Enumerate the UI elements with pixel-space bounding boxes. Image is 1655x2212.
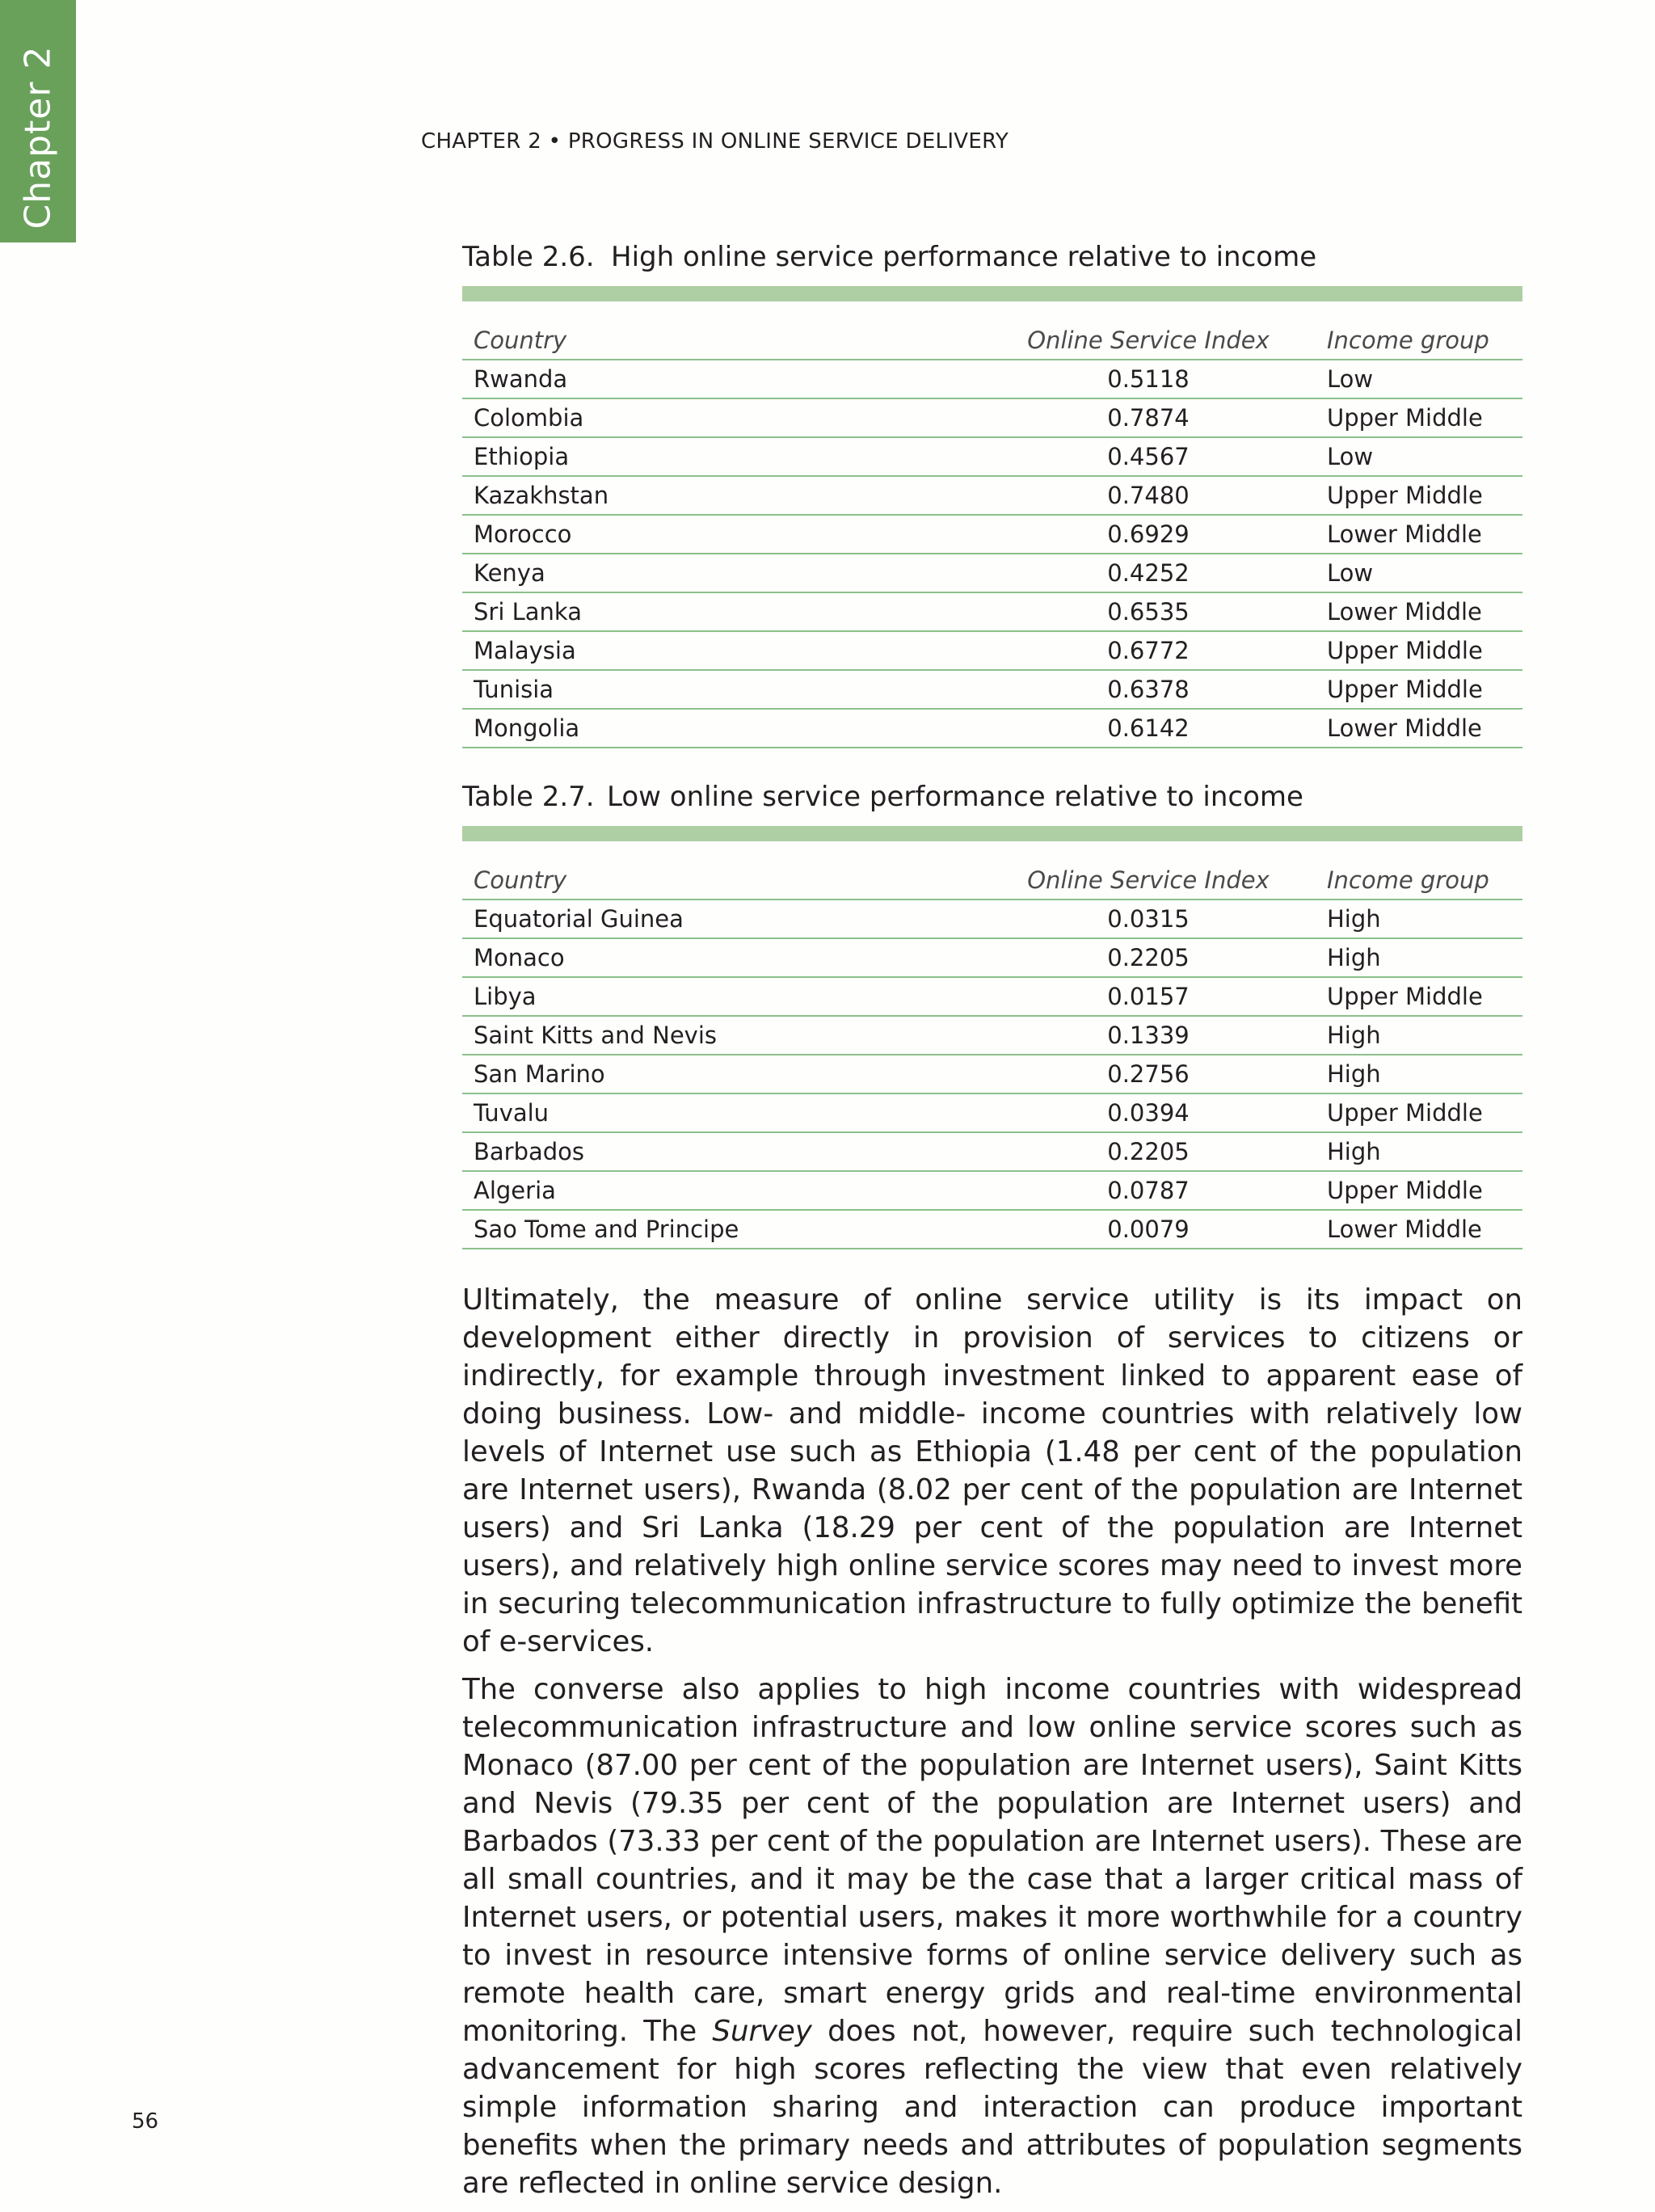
cell-country: Algeria <box>474 1177 556 1204</box>
cell-country: Monaco <box>474 944 565 971</box>
table-row <box>462 939 1522 978</box>
paragraph <box>462 1671 1522 2202</box>
cell-income: Lower Middle <box>1327 1216 1482 1243</box>
running-head: CHAPTER 2 • PROGRESS IN ONLINE SERVICE DELIVERY <box>421 129 1009 154</box>
table-row <box>462 593 1522 632</box>
table-row <box>462 632 1522 671</box>
table-row <box>462 900 1522 939</box>
cell-income: Upper Middle <box>1327 404 1483 432</box>
cell-country: Kazakhstan <box>474 482 609 509</box>
table-row <box>462 554 1522 593</box>
cell-income: Upper Middle <box>1327 482 1483 509</box>
body-text <box>462 1281 1522 2212</box>
table-row <box>462 1017 1522 1055</box>
table-header-bar <box>462 826 1522 841</box>
cell-country: Morocco <box>474 520 572 548</box>
table-caption <box>462 776 1522 826</box>
cell-country: Sri Lanka <box>474 598 582 626</box>
table-row <box>462 710 1522 748</box>
chapter-side-tab <box>0 0 76 242</box>
cell-index: 0.6535 <box>1107 598 1190 626</box>
cell-index: 0.4567 <box>1107 443 1190 470</box>
column-header-income: Income group <box>1327 327 1489 354</box>
table-row <box>462 1133 1522 1172</box>
survey-emphasis: Survey <box>712 2015 812 2048</box>
cell-country: Mongolia <box>474 714 580 742</box>
chapter-side-tab-label: Chapter 2 <box>17 45 59 230</box>
cell-index: 0.4252 <box>1107 559 1190 587</box>
cell-country: Ethiopia <box>474 443 570 470</box>
cell-income: Upper Middle <box>1327 676 1483 703</box>
column-header-index: Online Service Index <box>1027 866 1270 894</box>
cell-income: High <box>1327 1022 1381 1049</box>
table-number: Table 2.6. <box>462 241 595 273</box>
table-row <box>462 1094 1522 1133</box>
cell-income: Upper Middle <box>1327 983 1483 1010</box>
column-header-country: Country <box>474 866 567 894</box>
table-row <box>462 1055 1522 1094</box>
cell-income: Low <box>1327 365 1374 393</box>
page-number: 56 <box>132 2109 159 2134</box>
table-row <box>462 671 1522 710</box>
cell-country: Kenya <box>474 559 545 587</box>
cell-index: 0.0315 <box>1107 905 1190 933</box>
cell-country: Saint Kitts and Nevis <box>474 1022 717 1049</box>
cell-income: Lower Middle <box>1327 714 1482 742</box>
cell-income: High <box>1327 944 1381 971</box>
cell-income: Lower Middle <box>1327 598 1482 626</box>
cell-income: High <box>1327 1060 1381 1088</box>
table-row <box>462 477 1522 516</box>
table-row <box>462 438 1522 477</box>
cell-country: Barbados <box>474 1138 585 1165</box>
cell-index: 0.0787 <box>1107 1177 1190 1204</box>
cell-country: Malaysia <box>474 637 576 664</box>
table-row <box>462 516 1522 554</box>
cell-index: 0.0157 <box>1107 983 1190 1010</box>
table-header-bar <box>462 286 1522 301</box>
cell-country: Libya <box>474 983 537 1010</box>
cell-index: 0.6929 <box>1107 520 1190 548</box>
cell-index: 0.6378 <box>1107 676 1190 703</box>
table-row <box>462 978 1522 1017</box>
table-caption <box>462 236 1522 286</box>
column-header-income: Income group <box>1327 866 1489 894</box>
cell-country: Colombia <box>474 404 584 432</box>
cell-country: Tunisia <box>474 676 554 703</box>
table-row <box>462 1211 1522 1249</box>
table-2-6 <box>462 236 1522 748</box>
cell-income: Low <box>1327 443 1374 470</box>
cell-country: San Marino <box>474 1060 605 1088</box>
column-header-index: Online Service Index <box>1027 327 1270 354</box>
cell-income: Upper Middle <box>1327 1177 1483 1204</box>
cell-index: 0.5118 <box>1107 365 1190 393</box>
cell-index: 0.7874 <box>1107 404 1190 432</box>
cell-country: Tuvalu <box>474 1099 550 1127</box>
table-row <box>462 399 1522 438</box>
cell-income: Upper Middle <box>1327 1099 1483 1127</box>
cell-income: Lower Middle <box>1327 520 1482 548</box>
paragraph-text: The converse also applies to high income countries with widespread telecommunication infrastructure and low online service scores such as Monaco (87.00 per cent of the population are Internet users), Saint Kitts and Nevis (79.35 per cent of the population are Internet users) and Barbados (73.33 per cent of the population are Internet users). These are all small countries, and it may be the case that a larger critical mass of Internet users, or potential users, makes it more worthwhile for a country to invest in resource intensive forms of online service delivery such as remote health care, smart energy grids and real-time environmental monitoring. The <box>462 1673 1522 2048</box>
cell-index: 0.7480 <box>1107 482 1190 509</box>
cell-income: High <box>1327 905 1381 933</box>
cell-index: 0.6772 <box>1107 637 1190 664</box>
cell-index: 0.1339 <box>1107 1022 1190 1049</box>
cell-index: 0.2756 <box>1107 1060 1190 1088</box>
cell-income: Low <box>1327 559 1374 587</box>
cell-index: 0.6142 <box>1107 714 1190 742</box>
cell-index: 0.0394 <box>1107 1099 1190 1127</box>
cell-country: Sao Tome and Principe <box>474 1216 739 1243</box>
table-number: Table 2.7. <box>462 781 595 813</box>
cell-income: Upper Middle <box>1327 637 1483 664</box>
table-header-row <box>462 322 1522 360</box>
table-row <box>462 360 1522 399</box>
cell-country: Equatorial Guinea <box>474 905 684 933</box>
table-title: Low online service performance relative to income <box>607 781 1303 813</box>
table-title: High online service performance relative to income <box>611 241 1317 273</box>
cell-index: 0.2205 <box>1107 1138 1190 1165</box>
cell-index: 0.2205 <box>1107 944 1190 971</box>
cell-country: Rwanda <box>474 365 568 393</box>
column-header-country: Country <box>474 327 567 354</box>
paragraph: Ultimately, the measure of online service utility is its impact on development either directly in provision of services to citizens or indirectly, for example through investment linked to apparent ease of doing business. Low- and middle- income countries with relatively low levels of Internet use such as Ethiopia (1.48 per cent of the population are Internet users), Rwanda (8.02 per cent of the population are Internet users) and Sri Lanka (18.29 per cent of the population are Internet users), and relatively high online service scores may need to invest more in securing telecommunication infrastructure to fully optimize the benefit of e-services. <box>462 1283 1522 1658</box>
table-row <box>462 1172 1522 1211</box>
table-2-7 <box>462 776 1522 1249</box>
cell-income: High <box>1327 1138 1381 1165</box>
cell-index: 0.0079 <box>1107 1216 1190 1243</box>
paragraph-text: does not, however, require such technological advancement for high scores reflecting the view that even relatively simple information sharing and interaction can produce important benefits when the primary needs and attributes of population segments are reflected in online service design. <box>462 2015 1522 2200</box>
table-header-row <box>462 862 1522 900</box>
